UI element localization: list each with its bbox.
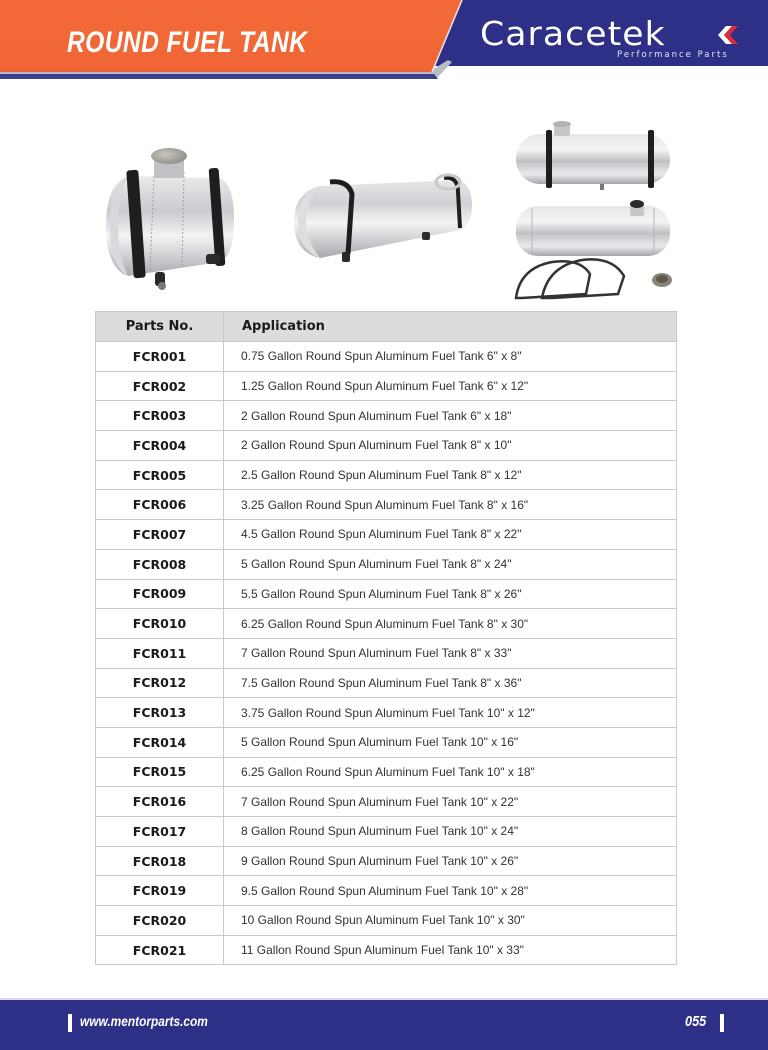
tank-kit-bottom-image bbox=[512, 198, 672, 308]
table-row bbox=[96, 431, 677, 461]
part-number: FCR020 bbox=[96, 906, 224, 936]
part-number: FCR021 bbox=[96, 935, 224, 965]
application-description: 2.5 Gallon Round Spun Aluminum Fuel Tank 8" x 12" bbox=[224, 460, 677, 490]
part-number: FCR017 bbox=[96, 817, 224, 847]
application-description: 4.5 Gallon Round Spun Aluminum Fuel Tank 8" x 22" bbox=[224, 520, 677, 550]
part-number: FCR018 bbox=[96, 846, 224, 876]
part-number: FCR007 bbox=[96, 520, 224, 550]
table-row bbox=[96, 817, 677, 847]
page-footer bbox=[0, 998, 768, 1050]
part-number: FCR002 bbox=[96, 371, 224, 401]
page-number: 055 bbox=[685, 1013, 707, 1030]
application-description: 3.75 Gallon Round Spun Aluminum Fuel Tank 10" x 12" bbox=[224, 698, 677, 728]
table-row bbox=[96, 935, 677, 965]
brand-chevron-icon bbox=[716, 24, 738, 46]
page-header bbox=[0, 0, 768, 80]
application-description: 11 Gallon Round Spun Aluminum Fuel Tank 10" x 33" bbox=[224, 935, 677, 965]
application-description: 3.25 Gallon Round Spun Aluminum Fuel Tank 8" x 16" bbox=[224, 490, 677, 520]
table-row bbox=[96, 490, 677, 520]
brand-logo bbox=[480, 14, 740, 64]
table-row bbox=[96, 757, 677, 787]
table-row bbox=[96, 906, 677, 936]
table-row bbox=[96, 401, 677, 431]
part-number: FCR004 bbox=[96, 431, 224, 461]
table-row bbox=[96, 638, 677, 668]
part-number: FCR008 bbox=[96, 549, 224, 579]
application-description: 2 Gallon Round Spun Aluminum Fuel Tank 8" x 10" bbox=[224, 431, 677, 461]
part-number: FCR005 bbox=[96, 460, 224, 490]
website-link[interactable]: www.mentorparts.com bbox=[80, 1013, 208, 1029]
product-images bbox=[0, 110, 768, 310]
table-row bbox=[96, 846, 677, 876]
application-description: 9 Gallon Round Spun Aluminum Fuel Tank 10" x 26" bbox=[224, 846, 677, 876]
application-description: 9.5 Gallon Round Spun Aluminum Fuel Tank 10" x 28" bbox=[224, 876, 677, 906]
application-description: 7.5 Gallon Round Spun Aluminum Fuel Tank 8" x 36" bbox=[224, 668, 677, 698]
application-description: 5 Gallon Round Spun Aluminum Fuel Tank 8" x 24" bbox=[224, 549, 677, 579]
table-row bbox=[96, 698, 677, 728]
application-description: 6.25 Gallon Round Spun Aluminum Fuel Tank 8" x 30" bbox=[224, 609, 677, 639]
part-number: FCR003 bbox=[96, 401, 224, 431]
table-row bbox=[96, 342, 677, 372]
table-row bbox=[96, 668, 677, 698]
column-header-application: Application bbox=[224, 312, 677, 342]
footer-right-bar bbox=[720, 1014, 724, 1032]
part-number: FCR014 bbox=[96, 727, 224, 757]
application-description: 6.25 Gallon Round Spun Aluminum Fuel Tank 10" x 18" bbox=[224, 757, 677, 787]
table-row bbox=[96, 460, 677, 490]
part-number: FCR006 bbox=[96, 490, 224, 520]
column-header-part-no: Parts No. bbox=[96, 312, 224, 342]
brand-tagline: Performance Parts bbox=[617, 50, 729, 60]
short-round-tank-image bbox=[100, 146, 240, 294]
application-description: 7 Gallon Round Spun Aluminum Fuel Tank 8" x 33" bbox=[224, 638, 677, 668]
application-description: 5 Gallon Round Spun Aluminum Fuel Tank 10" x 16" bbox=[224, 727, 677, 757]
table-row bbox=[96, 549, 677, 579]
part-number: FCR010 bbox=[96, 609, 224, 639]
part-number: FCR001 bbox=[96, 342, 224, 372]
table-row bbox=[96, 609, 677, 639]
application-description: 2 Gallon Round Spun Aluminum Fuel Tank 6" x 18" bbox=[224, 401, 677, 431]
table-row bbox=[96, 727, 677, 757]
part-number: FCR016 bbox=[96, 787, 224, 817]
table-row bbox=[96, 876, 677, 906]
application-description: 5.5 Gallon Round Spun Aluminum Fuel Tank 8" x 26" bbox=[224, 579, 677, 609]
parts-table bbox=[95, 311, 677, 965]
application-description: 8 Gallon Round Spun Aluminum Fuel Tank 10" x 24" bbox=[224, 817, 677, 847]
part-number: FCR012 bbox=[96, 668, 224, 698]
part-number: FCR009 bbox=[96, 579, 224, 609]
application-description: 10 Gallon Round Spun Aluminum Fuel Tank 10" x 30" bbox=[224, 906, 677, 936]
table-row bbox=[96, 787, 677, 817]
long-round-tank-image bbox=[290, 168, 480, 268]
application-description: 7 Gallon Round Spun Aluminum Fuel Tank 10" x 22" bbox=[224, 787, 677, 817]
part-number: FCR019 bbox=[96, 876, 224, 906]
table-row bbox=[96, 371, 677, 401]
part-number: FCR011 bbox=[96, 638, 224, 668]
brand-name: Caracetek bbox=[480, 14, 666, 53]
page-title: ROUND FUEL TANK bbox=[67, 26, 308, 59]
table-header-row bbox=[96, 312, 677, 342]
part-number: FCR013 bbox=[96, 698, 224, 728]
table-row bbox=[96, 579, 677, 609]
table-row bbox=[96, 520, 677, 550]
footer-left-bar bbox=[68, 1014, 72, 1032]
tank-kit-top-image bbox=[512, 120, 672, 195]
application-description: 1.25 Gallon Round Spun Aluminum Fuel Tank 6" x 12" bbox=[224, 371, 677, 401]
application-description: 0.75 Gallon Round Spun Aluminum Fuel Tank 6" x 8" bbox=[224, 342, 677, 372]
part-number: FCR015 bbox=[96, 757, 224, 787]
